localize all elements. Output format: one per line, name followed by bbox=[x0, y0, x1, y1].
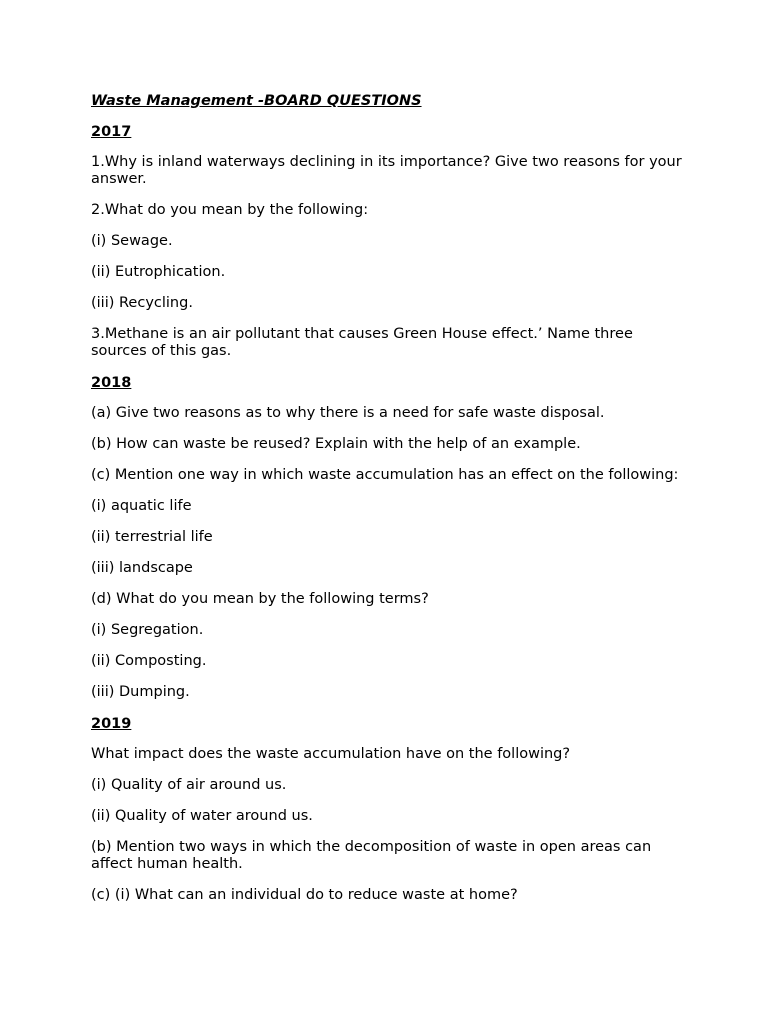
document-title: Waste Management -BOARD QUESTIONS bbox=[91, 93, 422, 109]
section-year: 2019 bbox=[91, 716, 132, 732]
question-line: (i) Sewage. bbox=[91, 233, 173, 249]
question-line: (a) Give two reasons as to why there is a need for safe waste disposal. bbox=[91, 405, 605, 421]
question-line: (i) Quality of air around us. bbox=[91, 777, 287, 793]
question-line: (d) What do you mean by the following terms? bbox=[91, 591, 429, 607]
document-page bbox=[91, 92, 691, 918]
question-line: (iii) Dumping. bbox=[91, 684, 190, 700]
section-year: 2017 bbox=[91, 124, 132, 140]
question-line: (iii) Recycling. bbox=[91, 295, 193, 311]
question-line: 1.Why is inland waterways declining in its importance? Give two reasons for your answer. bbox=[91, 154, 682, 187]
section-2019 bbox=[91, 715, 691, 904]
question-line: (ii) Eutrophication. bbox=[91, 264, 226, 280]
question-line: (ii) Composting. bbox=[91, 653, 207, 669]
question-line: (c) (i) What can an individual do to reduce waste at home? bbox=[91, 887, 518, 903]
question-line: What impact does the waste accumulation have on the following? bbox=[91, 746, 571, 762]
question-line: (iii) landscape bbox=[91, 560, 193, 576]
question-line: 2.What do you mean by the following: bbox=[91, 202, 369, 218]
question-line: (ii) Quality of water around us. bbox=[91, 808, 313, 824]
question-line: (b) Mention two ways in which the decomposition of waste in open areas can affect human health. bbox=[91, 839, 652, 872]
section-year: 2018 bbox=[91, 375, 132, 391]
question-line: 3.Methane is an air pollutant that causes Green House effect.’ Name three sources of this gas. bbox=[91, 326, 633, 359]
question-line: (i) aquatic life bbox=[91, 498, 192, 514]
question-line: (c) Mention one way in which waste accumulation has an effect on the following: bbox=[91, 467, 679, 483]
question-line: (i) Segregation. bbox=[91, 622, 204, 638]
section-2017 bbox=[91, 123, 691, 360]
section-2018 bbox=[91, 374, 691, 701]
question-line: (ii) terrestrial life bbox=[91, 529, 213, 545]
question-line: (b) How can waste be reused? Explain with the help of an example. bbox=[91, 436, 581, 452]
